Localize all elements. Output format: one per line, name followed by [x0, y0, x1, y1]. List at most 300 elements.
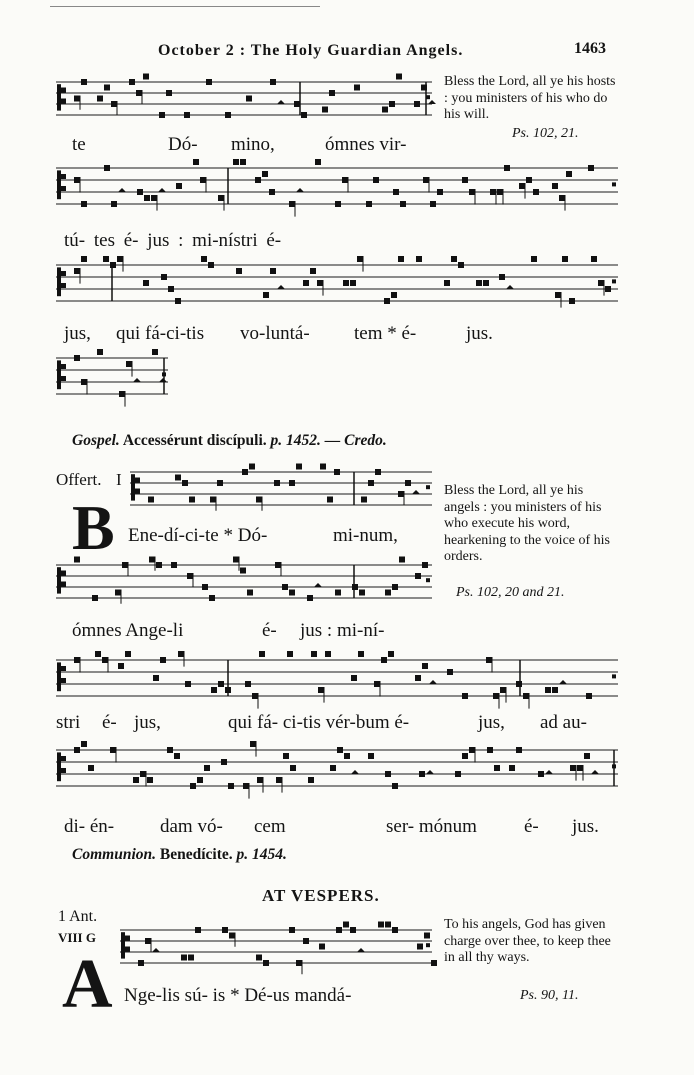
- neume: [417, 944, 423, 950]
- neume: [598, 280, 604, 286]
- neume: [246, 96, 252, 102]
- c-clef: [125, 936, 130, 941]
- lyric: Ene-dí-ci-te * Dó-: [128, 525, 268, 546]
- neume: [195, 927, 201, 933]
- neume: [225, 112, 231, 118]
- neume: [206, 79, 212, 85]
- neume: [252, 693, 258, 699]
- neume: [490, 189, 496, 195]
- neume: [218, 681, 224, 687]
- neume: [115, 590, 121, 596]
- neume: [221, 759, 227, 765]
- gospel-page: p. 1452. — Credo.: [270, 432, 387, 449]
- neume: [437, 189, 443, 195]
- neume: [423, 177, 429, 183]
- neume: [190, 783, 196, 789]
- lyric: cem: [254, 816, 286, 837]
- neume: [175, 475, 181, 481]
- lyric: ad au-: [540, 712, 587, 733]
- neume: [350, 280, 356, 286]
- neume: [111, 201, 117, 207]
- neume: [426, 770, 434, 774]
- c-clef: [57, 170, 61, 199]
- neume: [294, 101, 300, 107]
- neume: [193, 159, 199, 165]
- neume: [337, 747, 343, 753]
- lyric: dam vó-: [160, 816, 223, 837]
- lyric: jus,: [478, 712, 505, 733]
- neume: [424, 933, 430, 939]
- custos: [612, 764, 616, 768]
- neume: [74, 96, 80, 102]
- neume: [126, 361, 132, 367]
- neume: [462, 177, 468, 183]
- neume: [562, 256, 568, 262]
- neume: [97, 349, 103, 355]
- neume: [431, 960, 437, 966]
- neume: [283, 753, 289, 759]
- lyric: Dó-: [168, 134, 198, 155]
- custos: [426, 578, 430, 582]
- neume: [181, 955, 187, 961]
- neume: [318, 687, 324, 693]
- gospel-text: Accessérunt discípuli.: [122, 432, 267, 449]
- lyric: qui fá- ci-tis vér-bum é-: [228, 712, 410, 733]
- neume: [458, 262, 464, 268]
- c-clef: [61, 364, 66, 369]
- neume: [378, 922, 384, 928]
- neume: [519, 183, 525, 189]
- neume: [247, 590, 253, 596]
- neume: [559, 195, 565, 201]
- neume: [204, 765, 210, 771]
- neume: [444, 280, 450, 286]
- neume: [329, 90, 335, 96]
- neume: [201, 256, 207, 262]
- neume: [240, 159, 246, 165]
- lyric: tem * é-: [354, 323, 417, 344]
- c-clef: [61, 99, 66, 104]
- c-clef: [57, 84, 61, 110]
- neume: [81, 256, 87, 262]
- neume: [421, 85, 427, 91]
- neume: [211, 687, 217, 693]
- neume: [152, 349, 158, 355]
- neume: [233, 557, 239, 563]
- neume: [315, 159, 321, 165]
- neume: [368, 753, 374, 759]
- neume: [330, 765, 336, 771]
- neume: [428, 100, 436, 104]
- neume: [189, 497, 195, 503]
- neume: [366, 201, 372, 207]
- neume: [263, 960, 269, 966]
- offertory-reference: Ps. 102, 20 and 21.: [456, 585, 565, 600]
- lyric: ómnes vir-: [325, 134, 407, 155]
- neume: [533, 189, 539, 195]
- neume: [385, 590, 391, 596]
- neume: [296, 188, 304, 192]
- neume: [148, 497, 154, 503]
- neume: [289, 201, 295, 207]
- neume: [185, 681, 191, 687]
- neume: [415, 675, 421, 681]
- neume: [354, 85, 360, 91]
- neume: [455, 771, 461, 777]
- neume: [303, 280, 309, 286]
- neume: [182, 480, 188, 486]
- neume: [586, 693, 592, 699]
- lyric: jus,: [64, 323, 91, 344]
- neume: [263, 292, 269, 298]
- neume: [144, 195, 150, 201]
- neume: [197, 777, 203, 783]
- neume: [336, 927, 342, 933]
- lyric: é-: [102, 712, 117, 733]
- neume: [242, 469, 248, 475]
- neume: [145, 938, 151, 944]
- gospel-line: [72, 432, 387, 450]
- lyric: di- én-: [64, 816, 115, 837]
- neume: [570, 765, 576, 771]
- neume: [202, 584, 208, 590]
- neume: [499, 274, 505, 280]
- neume: [385, 771, 391, 777]
- neume: [308, 777, 314, 783]
- neume: [516, 681, 522, 687]
- custos: [426, 485, 430, 489]
- c-clef: [61, 678, 66, 683]
- neume: [289, 927, 295, 933]
- neume: [343, 922, 349, 928]
- lyric: mi-num,: [333, 525, 398, 546]
- neume: [476, 280, 482, 286]
- neume: [74, 657, 80, 663]
- neume: [287, 651, 293, 657]
- introit-reference: Ps. 102, 21.: [512, 126, 579, 141]
- neume: [151, 195, 157, 201]
- neume: [274, 480, 280, 486]
- neume: [249, 464, 255, 470]
- page-number: 1463: [574, 40, 606, 57]
- neume: [81, 201, 87, 207]
- neume: [233, 159, 239, 165]
- neume: [210, 497, 216, 503]
- neume: [187, 573, 193, 579]
- custos: [426, 95, 430, 99]
- neume: [290, 765, 296, 771]
- neume: [493, 693, 499, 699]
- c-clef: [135, 478, 140, 483]
- neume: [143, 280, 149, 286]
- neume: [296, 960, 302, 966]
- neume: [81, 379, 87, 385]
- neume: [545, 687, 551, 693]
- custos: [426, 943, 430, 947]
- neume: [301, 112, 307, 118]
- lyric: ser- mónum: [386, 816, 477, 837]
- offertory-label: Offert.: [56, 470, 102, 489]
- lyric: ómnes Ange-li: [72, 620, 184, 641]
- neume: [152, 948, 160, 952]
- neume: [81, 79, 87, 85]
- neume: [343, 280, 349, 286]
- neume: [277, 285, 285, 289]
- neume: [388, 651, 394, 657]
- c-clef: [61, 88, 66, 93]
- c-clef: [61, 271, 66, 276]
- neume: [591, 256, 597, 262]
- vespers-translation: To his angels, God has given charge over thee, to keep thee in all thy ways.: [444, 917, 611, 965]
- neume: [398, 256, 404, 262]
- communion-label: Communion.: [72, 846, 156, 863]
- neume: [373, 177, 379, 183]
- lyric: jus : mi-ní-: [300, 620, 385, 641]
- neume: [516, 747, 522, 753]
- custos: [612, 674, 616, 678]
- neume: [531, 256, 537, 262]
- vespers-dropcap: A: [62, 946, 113, 1023]
- introit-translation: Bless the Lord, all ye his hosts : you ministers of his who do his will.: [444, 74, 616, 122]
- neume: [159, 112, 165, 118]
- neume: [504, 165, 510, 171]
- neume: [307, 595, 313, 601]
- communion-text: Benedícite.: [159, 846, 233, 863]
- neume: [422, 663, 428, 669]
- neume: [137, 189, 143, 195]
- neume: [389, 101, 395, 107]
- c-clef: [61, 582, 66, 587]
- neume: [335, 590, 341, 596]
- neume: [118, 663, 124, 669]
- neume: [243, 783, 249, 789]
- neume: [125, 651, 131, 657]
- custos: [612, 182, 616, 186]
- neume: [147, 777, 153, 783]
- communion-line: [72, 846, 287, 864]
- lyric: tú- tes é- jus : mi-nístri é-: [64, 230, 282, 251]
- neume: [392, 783, 398, 789]
- neume: [325, 651, 331, 657]
- neume: [103, 256, 109, 262]
- neume: [344, 753, 350, 759]
- neume: [500, 687, 506, 693]
- running-header: October 2 : The Holy Guardian Angels.: [158, 42, 464, 59]
- neume: [487, 747, 493, 753]
- neume: [526, 177, 532, 183]
- neume: [335, 201, 341, 207]
- gospel-label: Gospel.: [72, 432, 120, 449]
- neume: [282, 584, 288, 590]
- neume: [178, 651, 184, 657]
- neume: [217, 480, 223, 486]
- neume: [398, 491, 404, 497]
- offertory-mode: I: [116, 470, 122, 489]
- neume: [133, 378, 141, 382]
- neume: [95, 651, 101, 657]
- neume: [319, 944, 325, 950]
- neume: [136, 90, 142, 96]
- neume: [358, 651, 364, 657]
- neume: [143, 74, 149, 80]
- c-clef: [61, 376, 66, 381]
- neume: [384, 298, 390, 304]
- neume: [566, 171, 572, 177]
- c-clef: [61, 666, 66, 671]
- neume: [92, 595, 98, 601]
- neume: [352, 584, 358, 590]
- neume: [399, 557, 405, 563]
- neume: [240, 568, 246, 574]
- neume: [88, 765, 94, 771]
- neume: [259, 651, 265, 657]
- neume: [357, 948, 365, 952]
- neume: [102, 657, 108, 663]
- neume: [118, 188, 126, 192]
- neume: [270, 79, 276, 85]
- neume: [351, 675, 357, 681]
- custos: [612, 279, 616, 283]
- lyric: vo-luntá-: [240, 323, 310, 344]
- neume: [174, 753, 180, 759]
- c-clef: [135, 489, 140, 494]
- neume: [256, 955, 262, 961]
- neume: [149, 557, 155, 563]
- neume: [158, 188, 166, 192]
- neume: [422, 562, 428, 568]
- neume: [552, 687, 558, 693]
- neume: [171, 562, 177, 568]
- neume: [416, 256, 422, 262]
- neume: [382, 107, 388, 113]
- c-clef: [61, 283, 66, 288]
- lyric: qui fá-ci-tis: [116, 323, 205, 344]
- neume: [469, 747, 475, 753]
- neume: [494, 765, 500, 771]
- c-clef: [61, 756, 66, 761]
- neume: [545, 770, 553, 774]
- neume: [357, 256, 363, 262]
- neume: [104, 85, 110, 91]
- neume: [391, 292, 397, 298]
- neume: [509, 765, 515, 771]
- neume: [462, 753, 468, 759]
- c-clef: [125, 947, 130, 952]
- neume: [415, 573, 421, 579]
- lyric: jus.: [572, 816, 599, 837]
- neume: [414, 101, 420, 107]
- neume: [236, 268, 242, 274]
- neume: [419, 771, 425, 777]
- c-clef: [57, 360, 61, 389]
- neume: [245, 681, 251, 687]
- neume: [160, 657, 166, 663]
- neume: [276, 777, 282, 783]
- neume: [129, 79, 135, 85]
- neume: [104, 165, 110, 171]
- neume: [222, 927, 228, 933]
- lyric: jus,: [134, 712, 161, 733]
- neume: [374, 681, 380, 687]
- neume: [303, 938, 309, 944]
- neume: [110, 747, 116, 753]
- neume: [396, 74, 402, 80]
- lyric: mino,: [231, 134, 275, 155]
- antiphon-mode: VIII G: [58, 930, 96, 945]
- neume: [320, 464, 326, 470]
- neume: [523, 693, 529, 699]
- neume: [111, 101, 117, 107]
- neume: [117, 256, 123, 262]
- neume: [451, 256, 457, 262]
- neume: [429, 680, 437, 684]
- c-clef: [121, 932, 125, 958]
- neume: [74, 177, 80, 183]
- neume: [122, 562, 128, 568]
- c-clef: [57, 752, 61, 781]
- offertory-dropcap: B: [72, 492, 115, 563]
- neume: [322, 107, 328, 113]
- neume: [119, 391, 125, 397]
- neume: [289, 480, 295, 486]
- neume: [269, 189, 275, 195]
- neume: [168, 286, 174, 292]
- antiphon-label: 1 Ant.: [58, 908, 98, 925]
- neume: [133, 777, 139, 783]
- neume: [255, 177, 261, 183]
- c-clef: [61, 768, 66, 773]
- neume: [140, 771, 146, 777]
- c-clef: [57, 662, 61, 691]
- neume: [208, 262, 214, 268]
- neume: [462, 693, 468, 699]
- neume: [81, 741, 87, 747]
- neume: [161, 274, 167, 280]
- neume: [296, 464, 302, 470]
- lyric: te: [72, 134, 86, 155]
- neume: [74, 268, 80, 274]
- neume: [469, 189, 475, 195]
- neume: [368, 480, 374, 486]
- neume: [275, 562, 281, 568]
- neume: [327, 497, 333, 503]
- neume: [351, 770, 359, 774]
- neume: [497, 189, 503, 195]
- neume: [257, 777, 263, 783]
- c-clef: [61, 186, 66, 191]
- neume: [483, 280, 489, 286]
- neume: [569, 298, 575, 304]
- neume: [262, 171, 268, 177]
- neume: [605, 286, 611, 292]
- neume: [486, 657, 492, 663]
- neume: [176, 183, 182, 189]
- neume: [175, 298, 181, 304]
- neume: [229, 933, 235, 939]
- neume: [405, 480, 411, 486]
- neume: [159, 378, 167, 382]
- neume: [430, 201, 436, 207]
- neume: [225, 687, 231, 693]
- neume: [361, 497, 367, 503]
- neume: [166, 90, 172, 96]
- neume: [577, 765, 583, 771]
- lyric: é-: [524, 816, 539, 837]
- neume: [375, 469, 381, 475]
- lyric: Nge-lis sú- is * Dé-us mandá-: [124, 985, 352, 1006]
- neume: [588, 165, 594, 171]
- neume: [156, 562, 162, 568]
